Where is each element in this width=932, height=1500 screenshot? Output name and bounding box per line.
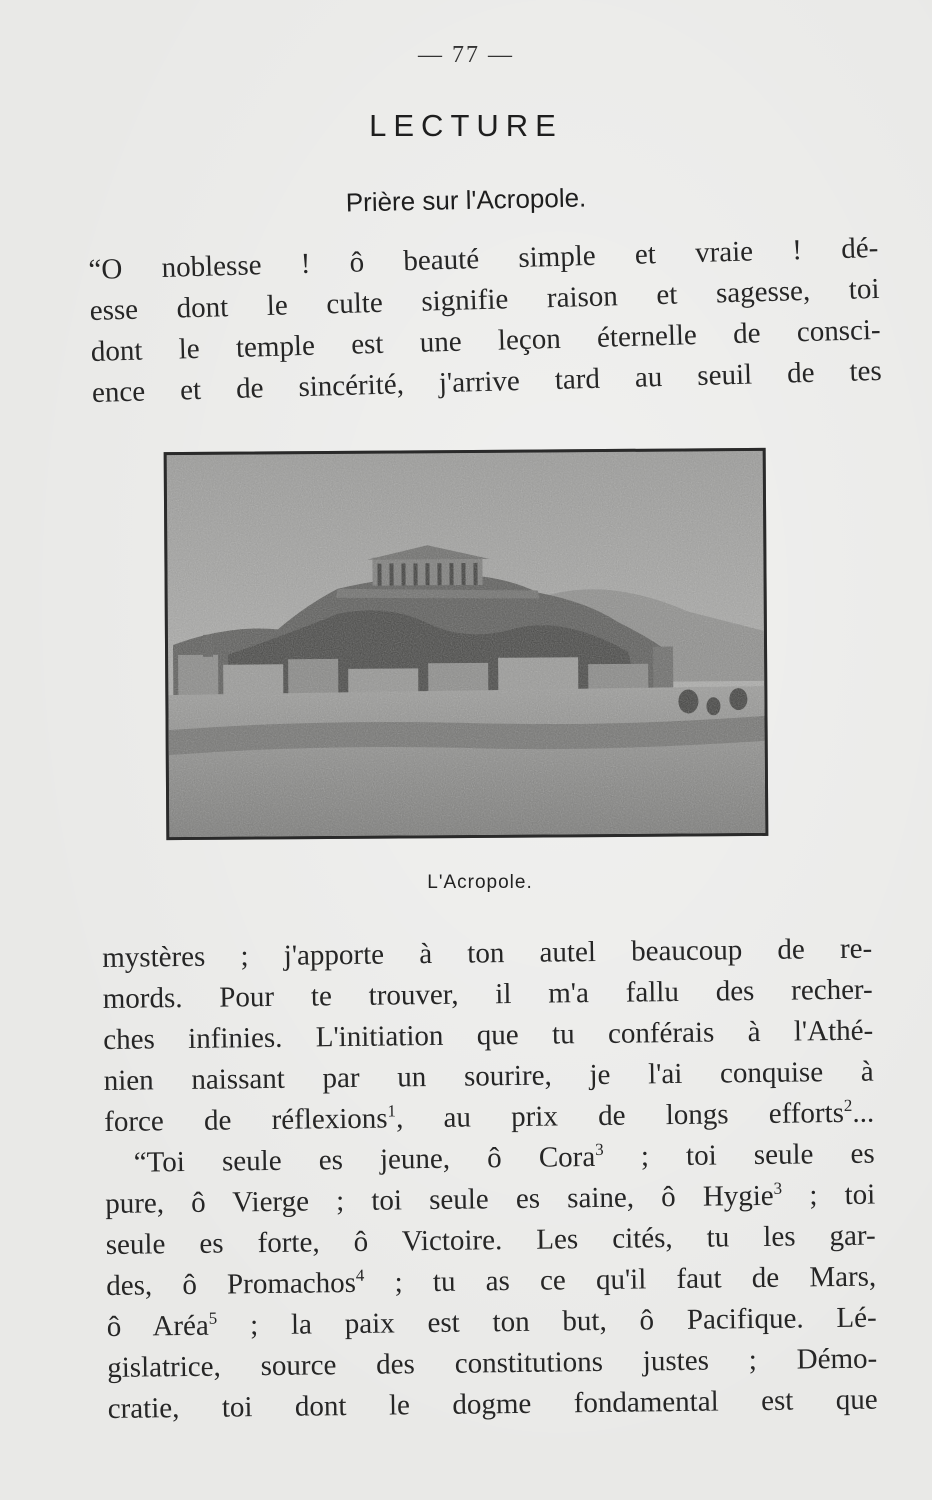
text-segment: ... — [852, 1096, 875, 1129]
text-segment: , au prix de longs efforts — [395, 1096, 845, 1135]
halftone-grain — [167, 451, 766, 837]
acropolis-photograph — [164, 448, 769, 840]
text-segment: ô Aréa — [106, 1309, 210, 1343]
acropolis-illustration — [167, 451, 766, 837]
paragraph-bottom — [102, 929, 878, 1430]
text-line: mystères ; j'apporte à ton autel beaucoup de re- — [102, 932, 873, 974]
text-line: “O noblesse ! ô beauté simple et vraie ! dé- — [88, 231, 879, 286]
footnote-marker: 3 — [773, 1178, 783, 1198]
text-segment: ; toi seule es — [603, 1137, 875, 1173]
paragraph-top — [88, 228, 882, 414]
text-line: seule es forte, ô Victoire. Les cités, tu les gar- — [105, 1219, 876, 1261]
footnote-marker: 1 — [387, 1101, 397, 1121]
text-segment: des, ô Promachos — [106, 1266, 357, 1302]
text-segment: “Toi seule es jeune, ô Cora — [133, 1140, 596, 1179]
section-title: LECTURE — [369, 108, 563, 143]
footnote-marker: 2 — [843, 1095, 853, 1115]
text-line: nien naissant par un sourire, je l'ai conquise à — [103, 1055, 874, 1097]
text-line: ence et de sincérité, j'arrive tard au seuil de tes — [91, 354, 883, 409]
text-segment: ; la paix est ton but, ô Pacifique. Lé- — [217, 1301, 877, 1342]
text-line: mords. Pour te trouver, il m'a fallu des recher- — [102, 973, 873, 1015]
text-line: gislatrice, source des constitutions justes ; Démo- — [107, 1342, 878, 1384]
page-number: — 77 — — [418, 42, 514, 68]
reading-subtitle: Prière sur l'Acropole. — [345, 182, 587, 218]
text-line: dont le temple est une leçon éternelle de consci- — [90, 313, 881, 368]
text-line: ches infinies. L'initiation que tu conférais à l'Athé- — [103, 1014, 874, 1056]
footnote-marker: 5 — [208, 1308, 218, 1328]
text-segment: ; tu as ce qu'il faut de Mars, — [364, 1260, 877, 1299]
text-line: esse dont le culte signifie raison et sagesse, toi — [89, 272, 880, 327]
footnote-marker: 3 — [595, 1139, 604, 1159]
text-segment: ; toi — [782, 1178, 876, 1212]
text-segment: force de réflexions — [104, 1102, 388, 1138]
text-line: cratie, toi dont le dogme fondamental est que — [107, 1383, 878, 1425]
figure-caption: L'Acropole. — [427, 872, 533, 893]
text-segment: pure, ô Vierge ; toi seule es saine, ô Hygie — [105, 1179, 774, 1220]
footnote-marker: 4 — [355, 1265, 365, 1285]
